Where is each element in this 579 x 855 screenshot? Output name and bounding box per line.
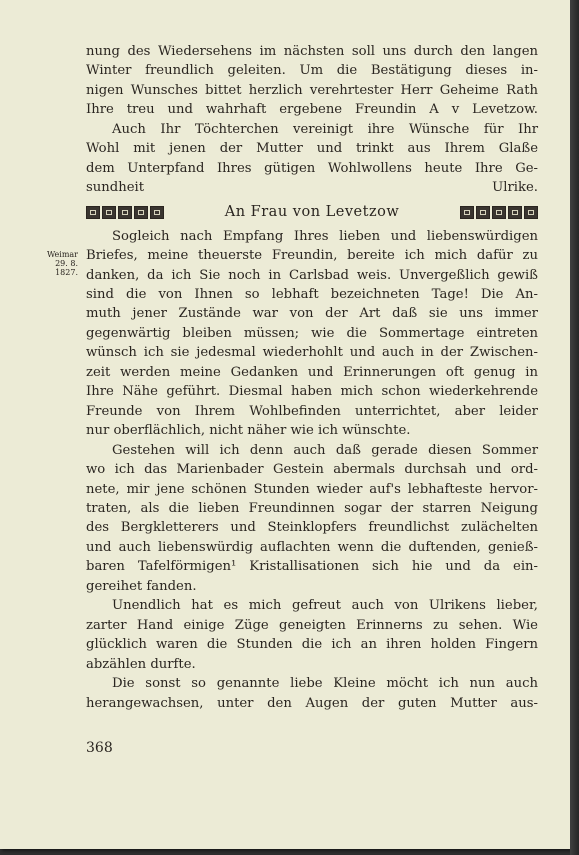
text-line: des Bergkletterers und Steinklopfers freundlichst zulächelten bbox=[86, 520, 538, 536]
text-line: Unendlich hat es mich gefreut auch von Ulrikens lieber, bbox=[112, 598, 538, 614]
margin-date: 29. 8. bbox=[55, 259, 78, 268]
letter-paragraph-4 bbox=[86, 674, 538, 713]
ornament-icon bbox=[150, 206, 164, 219]
page-number: 368 bbox=[86, 740, 113, 756]
text-line: zarter Hand einige Züge geneigten Erinnerns zu sehen. Wie bbox=[86, 617, 538, 633]
scan-edge bbox=[570, 0, 579, 855]
text-line: abzählen durfte. bbox=[86, 656, 196, 672]
text-line: Ihre Nähe geführt. Diesmal haben mich schon wiederkehrende bbox=[86, 384, 538, 400]
ornament-icon bbox=[460, 206, 474, 219]
text-line: gereihet fanden. bbox=[86, 578, 197, 594]
signature-ulrike: Ulrike. bbox=[492, 180, 538, 196]
ornament-icon bbox=[86, 206, 100, 219]
text-line: wünsch ich sie jedesmal wiederhohlt und auch in der Zwischen- bbox=[86, 345, 538, 361]
text-line: nigen Wunsches bittet herzlich verehrtester Herr Geheime Rath bbox=[86, 82, 538, 98]
ornament-right bbox=[460, 206, 538, 219]
letter-paragraph-2 bbox=[86, 441, 538, 597]
text-line: zeit werden meine Gedanken und Erinnerungen oft genug in bbox=[86, 364, 538, 380]
ornament-left bbox=[86, 206, 164, 219]
text-line: Die sonst so genannte liebe Kleine möcht ich nun auch bbox=[112, 676, 538, 692]
text-line: Auch Ihr Töchterchen vereinigt ihre Wünsche für Ihr bbox=[112, 121, 538, 137]
text-line: muth jener Zustände war von der Art daß sie uns immer bbox=[86, 306, 538, 322]
text-line: glücklich waren die Stunden die ich an ihren holden Fingern bbox=[86, 637, 538, 653]
ornament-icon bbox=[476, 206, 490, 219]
text-line: nete, mir jene schönen Stunden wieder auf's lebhafteste hervor- bbox=[86, 481, 538, 497]
text-line: sind die von Ihnen so lebhaft bezeichneten Tage! Die An- bbox=[86, 286, 538, 302]
margin-place: Weimar bbox=[46, 250, 78, 259]
ornament-icon bbox=[492, 206, 506, 219]
text-line: Sogleich nach Empfang Ihres lieben und liebenswürdigen bbox=[112, 228, 538, 244]
text-line bbox=[86, 178, 538, 197]
postscript-paragraph bbox=[86, 120, 538, 198]
text-line: Freunde von Ihrem Wohlbefinden unterrichtet, aber leider bbox=[86, 403, 538, 419]
text-line: nur oberflächlich, nicht näher wie ich wünschte. bbox=[86, 423, 411, 439]
letter-paragraph-3 bbox=[86, 596, 538, 674]
text-line: baren Tafelförmigen¹ Kristallisationen sich hie und da ein- bbox=[86, 559, 538, 575]
ornament-icon bbox=[134, 206, 148, 219]
text-line: Ihre treu und wahrhaft ergebene Freundin A v Levetzow. bbox=[86, 102, 538, 118]
text-line: gegenwärtig bleiben müssen; wie die Sommertage eintreten bbox=[86, 325, 538, 341]
text-line: und auch liebenswürdig auflachten wenn die duftenden, genieß- bbox=[86, 539, 538, 555]
text-line: nung des Wiedersehens im nächsten soll uns durch den langen bbox=[86, 44, 538, 59]
text-line: danken, da ich Sie noch in Carlsbad weis. Unvergeßlich gewiß bbox=[86, 267, 538, 283]
margin-year: 1827. bbox=[55, 268, 78, 277]
letter-paragraph-1 bbox=[86, 227, 538, 441]
letter-heading bbox=[86, 199, 538, 227]
text-line: dem Unterpfand Ihres gütigen Wohlwollens heute Ihre Ge- bbox=[86, 160, 538, 176]
margin-date-note bbox=[32, 250, 78, 277]
text-line: Gestehen will ich denn auch daß gerade diesen Sommer bbox=[112, 442, 538, 458]
ornament-icon bbox=[102, 206, 116, 219]
text-fragment: sundheit bbox=[86, 180, 145, 196]
text-line: Briefes, meine theuerste Freundin, bereite ich mich dafür zu bbox=[86, 248, 538, 264]
text-line: Wohl mit jenen der Mutter und trinkt aus Ihrem Glaße bbox=[86, 141, 538, 157]
text-line: Winter freundlich geleiten. Um die Bestätigung dieses in- bbox=[86, 63, 538, 79]
text-line: wo ich das Marienbader Gestein abermals durchsah und ord- bbox=[86, 462, 538, 478]
ornament-icon bbox=[508, 206, 522, 219]
intro-paragraph bbox=[86, 42, 538, 120]
text-line: herangewachsen, unter den Augen der guten Mutter aus- bbox=[86, 695, 538, 711]
text-line: traten, als die lieben Freundinnen sogar der starren Neigung bbox=[86, 500, 538, 516]
heading-title: An Frau von Levetzow bbox=[224, 203, 400, 220]
ornament-icon bbox=[118, 206, 132, 219]
ornament-icon bbox=[524, 206, 538, 219]
page-text bbox=[86, 42, 538, 713]
